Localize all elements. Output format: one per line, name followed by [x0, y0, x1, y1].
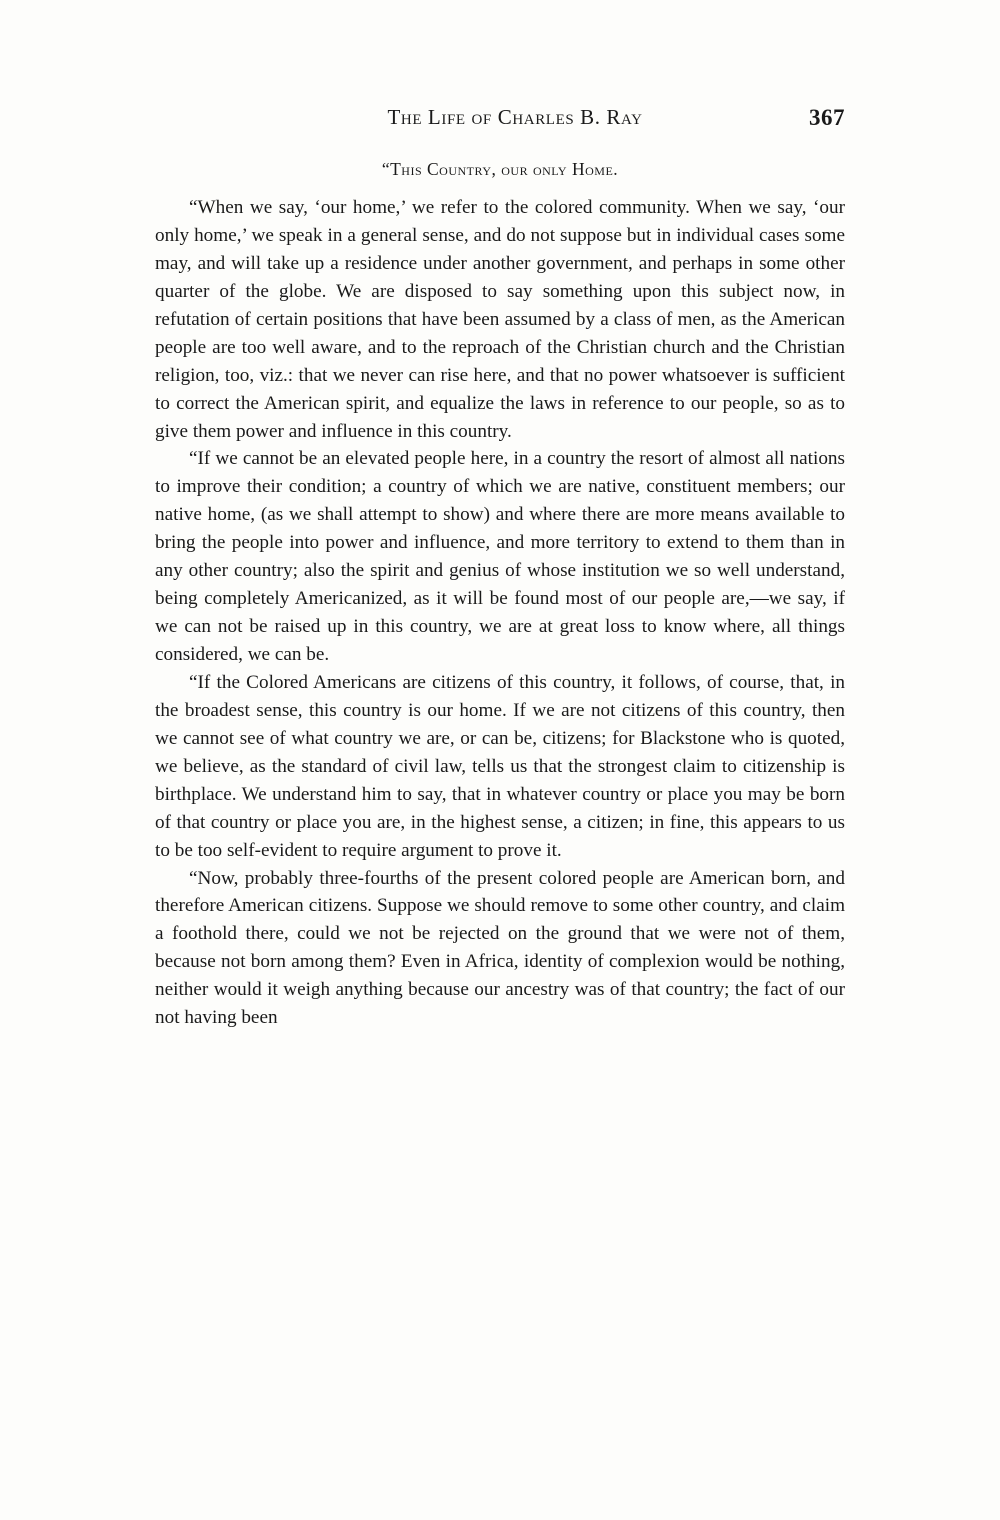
- page-number: 367: [809, 105, 845, 130]
- paragraph: “When we say, ‘our home,’ we refer to the colored community. When we say, ‘our only home,’ we speak in a general sense, and do not suppose but in individual cases some may, and will take up a residence under another government, and perhaps in some other quarter of the globe. We are disposed to say something upon this subject now, in refutation of certain positions that have been assumed by a class of men, as the American people are too well aware, and to the reproach of the Christian church and the Christian religion, too, viz.: that we never can rise here, and that no power whatsoever is sufficient to correct the American spirit, and equalize the laws in reference to our people, so as to give them power and influence in this country.: [155, 197, 845, 442]
- running-head: [155, 105, 845, 139]
- section-heading: “This Country, our only Home.: [381, 159, 619, 179]
- paragraph: “If the Colored Americans are citizens of this country, it follows, of course, that, in the broadest sense, this country is our home. If we are not citizens of this country, then we cannot see of what country we are, or can be, citizens; for Blackstone who is quoted, we believe, as the standard of civil law, tells us that the strongest claim to citizenship is birthplace. We understand him to say, that in whatever country or place you may be born of that country or place you are, in the highest sense, a citizen; in fine, this appears to us to be too self-evident to require argument to prove it.: [155, 671, 845, 861]
- page-content: [155, 105, 845, 1032]
- paragraph: “Now, probably three-fourths of the present colored people are American born, and therefore American citizens. Suppose we should remove to some other country, and claim a foothold there, could we not be rejected on the ground that we were not of them, because not born among them? Even in Africa, identity of complexion would be nothing, neither would it weigh anything because our ancestry was of that country; the fact of our not having been: [155, 867, 845, 1029]
- paragraph: “If we cannot be an elevated people here, in a country the resort of almost all nations to improve their condition; a country of which we are native, constituent members; our native home, (as we shall attempt to show) and where there are more means available to bring the people into power and influence, and more territory to extend to them than in any other country; also the spirit and genius of whose institution we so well understand, being completely Americanized, as it will be found most of our people are,—we say, if we can not be raised up in this country, we are at great loss to know where, all things considered, we can be.: [155, 448, 845, 665]
- running-title: The Life of Charles B. Ray: [387, 105, 643, 129]
